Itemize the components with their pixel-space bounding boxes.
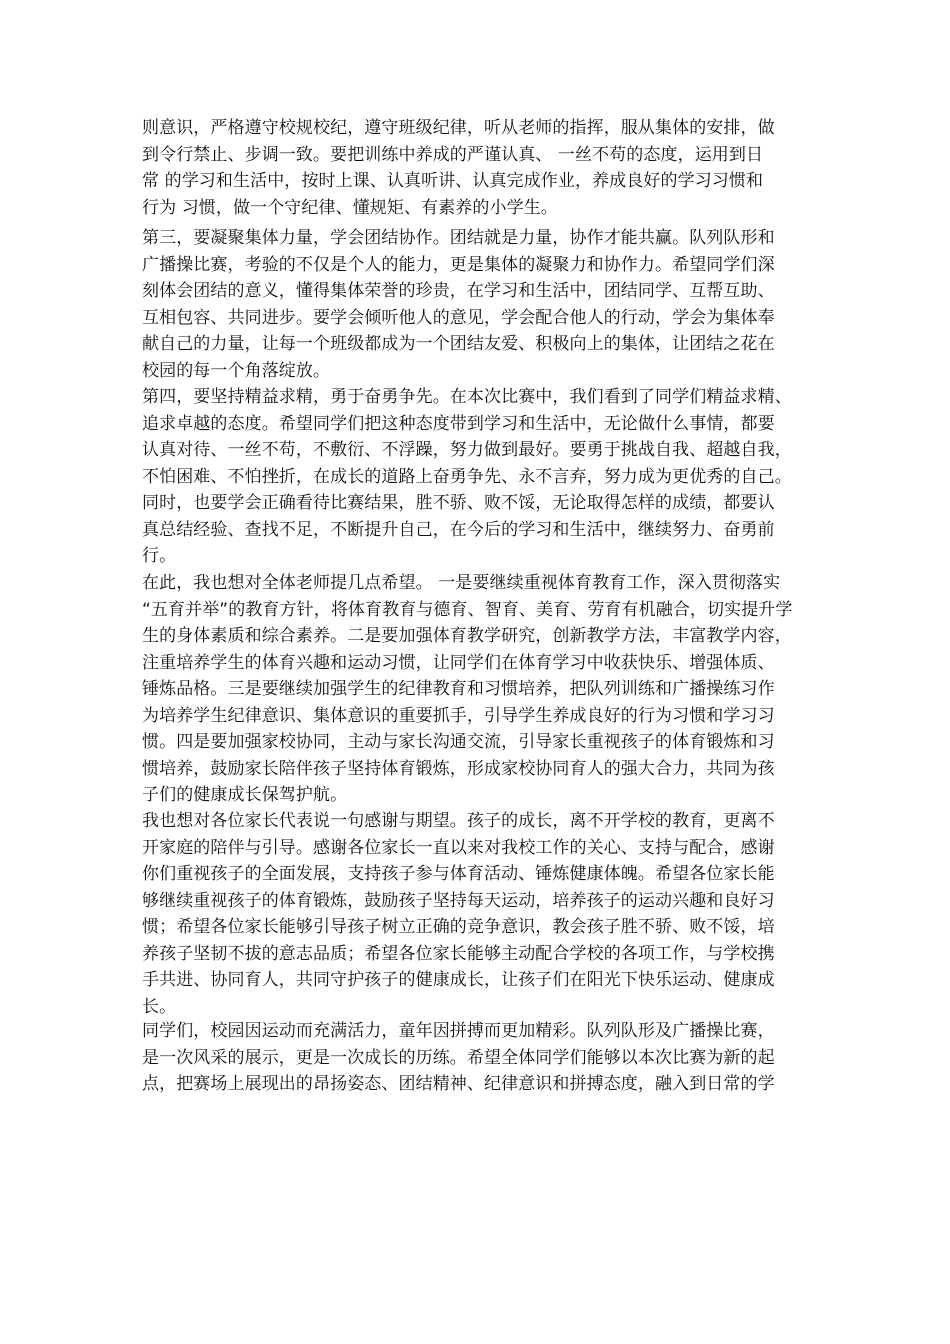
text-line: 行。 [142, 546, 177, 566]
text-line: 惯培养，鼓励家长陪伴孩子坚持体育锻炼，形成家校协同育人的强大合力，共同为孩 [142, 758, 775, 779]
text-line: 则意识，严格遵守校规校纪，遵守班级纪律，听从老师的指挥，服从集体的安排，做 [142, 118, 775, 138]
text-line: 第三，要凝聚集体力量，学会团结协作。团结就是力量，协作才能共赢。队列队形和 [142, 228, 775, 248]
text-line: 行为 习惯，做一个守纪律、懂规矩、有素养的小学生。 [142, 197, 558, 218]
text-line: 刻体会团结的意义，懂得集体荣誉的珍贵，在学习和生活中，团结同学、互帮互助、 [142, 281, 775, 301]
text-line: 开家庭的陪伴与引导。感谢各位家长一直以来对我校工作的关心、支持与配合，感谢 [142, 837, 775, 858]
text-line: 认真对待、一丝不苟，不敷衍、不浮躁，努力做到最好。要勇于挑战自我、超越自我， [142, 440, 792, 460]
text-line: 子们的健康成长保驾护航。 [142, 785, 348, 805]
text-line: 第四，要坚持精益求精，勇于奋勇争先。在本次比赛中，我们看到了同学们精益求精、 [142, 387, 792, 407]
text-line: 惯；希望各位家长能够引导孩子树立正确的竞争意识，教会孩子胜不骄、败不馁，培 [142, 917, 775, 937]
text-line: 锤炼品格。三是要继续加强学生的纪律教育和习惯培养，把队列训练和广播操练习作 [142, 679, 775, 699]
text-line: 校园的每一个角落绽放。 [142, 360, 331, 381]
paragraph-fourth-point [142, 384, 822, 570]
text-line: 献自己的力量，让每一个班级都成为一个团结友爱、积极向上的集体，让团结之花在 [142, 334, 775, 354]
paragraph-third-point [142, 225, 822, 384]
text-line: 常 的学习和生活中，按时上课、认真听讲、认真完成作业，养成良好的学习习惯和 [142, 171, 764, 191]
text-line: 我也想对各位家长代表说一句感谢与期望。孩子的成长，离不开学校的教育，更离不 [142, 811, 775, 831]
text-line: 是一次风采的展示，更是一次成长的历练。希望全体同学们能够以本次比赛为新的起 [142, 1047, 775, 1068]
text-line: 不怕困难、不怕挫折，在成长的道路上奋勇争先、永不言弃，努力成为更优秀的自己。 [142, 466, 792, 487]
text-line: 在此，我也想对全体老师提几点希望。 一是要继续重视体育教育工作，深入贯彻落实 [142, 573, 781, 593]
text-line: 真总结经验、查找不足，不断提升自己，在今后的学习和生活中，继续努力、奋勇前 [142, 519, 775, 540]
text-line: 为培养学生纪律意识、集体意识的重要抓手，引导学生养成良好的行为习惯和学习习 [142, 705, 775, 726]
text-line: 手共进、协同育人，共同守护孩子的健康成长，让孩子们在阳光下快乐运动、健康成 [142, 970, 775, 990]
text-line: 互相包容、共同进步。要学会倾听他人的意见，学会配合他人的行动，学会为集体奉 [142, 307, 775, 328]
text-line: 同学们，校园因运动而充满活力，童年因拼搏而更加精彩。队列队形及广播操比赛， [142, 1021, 775, 1041]
paragraph-discipline [142, 115, 822, 221]
paragraph-parents [142, 808, 822, 1020]
paragraph-teachers [142, 570, 822, 809]
text-line: 广播操比赛，考验的不仅是个人的能力，更是集体的凝聚力和协作力。希望同学们深 [142, 254, 775, 275]
text-line: 注重培养学生的体育兴趣和运动习惯，让同学们在体育学习中收获快乐、增强体质、 [142, 652, 775, 673]
text-line: 同时，也要学会正确看待比赛结果，胜不骄、败不馁，无论取得怎样的成绩，都要认 [142, 493, 775, 513]
text-line: 长。 [142, 996, 177, 1017]
text-line: 养孩子坚韧不拔的意志品质；希望各位家长能够主动配合学校的各项工作，与学校携 [142, 943, 775, 964]
text-line: 追求卓越的态度。希望同学们把这种态度带到学习和生活中，无论做什么事情，都要 [142, 413, 775, 434]
text-line: 你们重视孩子的全面发展，支持孩子参与体育活动、锤炼健康体魄。希望各位家长能 [142, 864, 775, 884]
text-line: 点，把赛场上展现出的昂扬姿态、团结精神、纪律意识和拼搏态度，融入到日常的学 [142, 1074, 775, 1094]
text-line: 到令行禁止、步调一致。要把训练中养成的严谨认真、 一丝不苟的态度，运用到日 [142, 144, 764, 165]
text-line: 生的身体素质和综合素养。二是要加强体育教学研究，创新教学方法，丰富教学内容， [142, 626, 792, 646]
text-line: 惯。四是要加强家校协同，主动与家长沟通交流，引导家长重视孩子的体育锻炼和习 [142, 732, 775, 752]
text-line: “五育并举”的教育方针，将体育教育与德育、智育、美育、劳育有机融合，切实提升学 [142, 599, 793, 620]
text-line: 够继续重视孩子的体育锻炼，鼓励孩子坚持每天运动，培养孩子的运动兴趣和良好习 [142, 890, 775, 911]
paragraph-students-closing [142, 1018, 822, 1098]
